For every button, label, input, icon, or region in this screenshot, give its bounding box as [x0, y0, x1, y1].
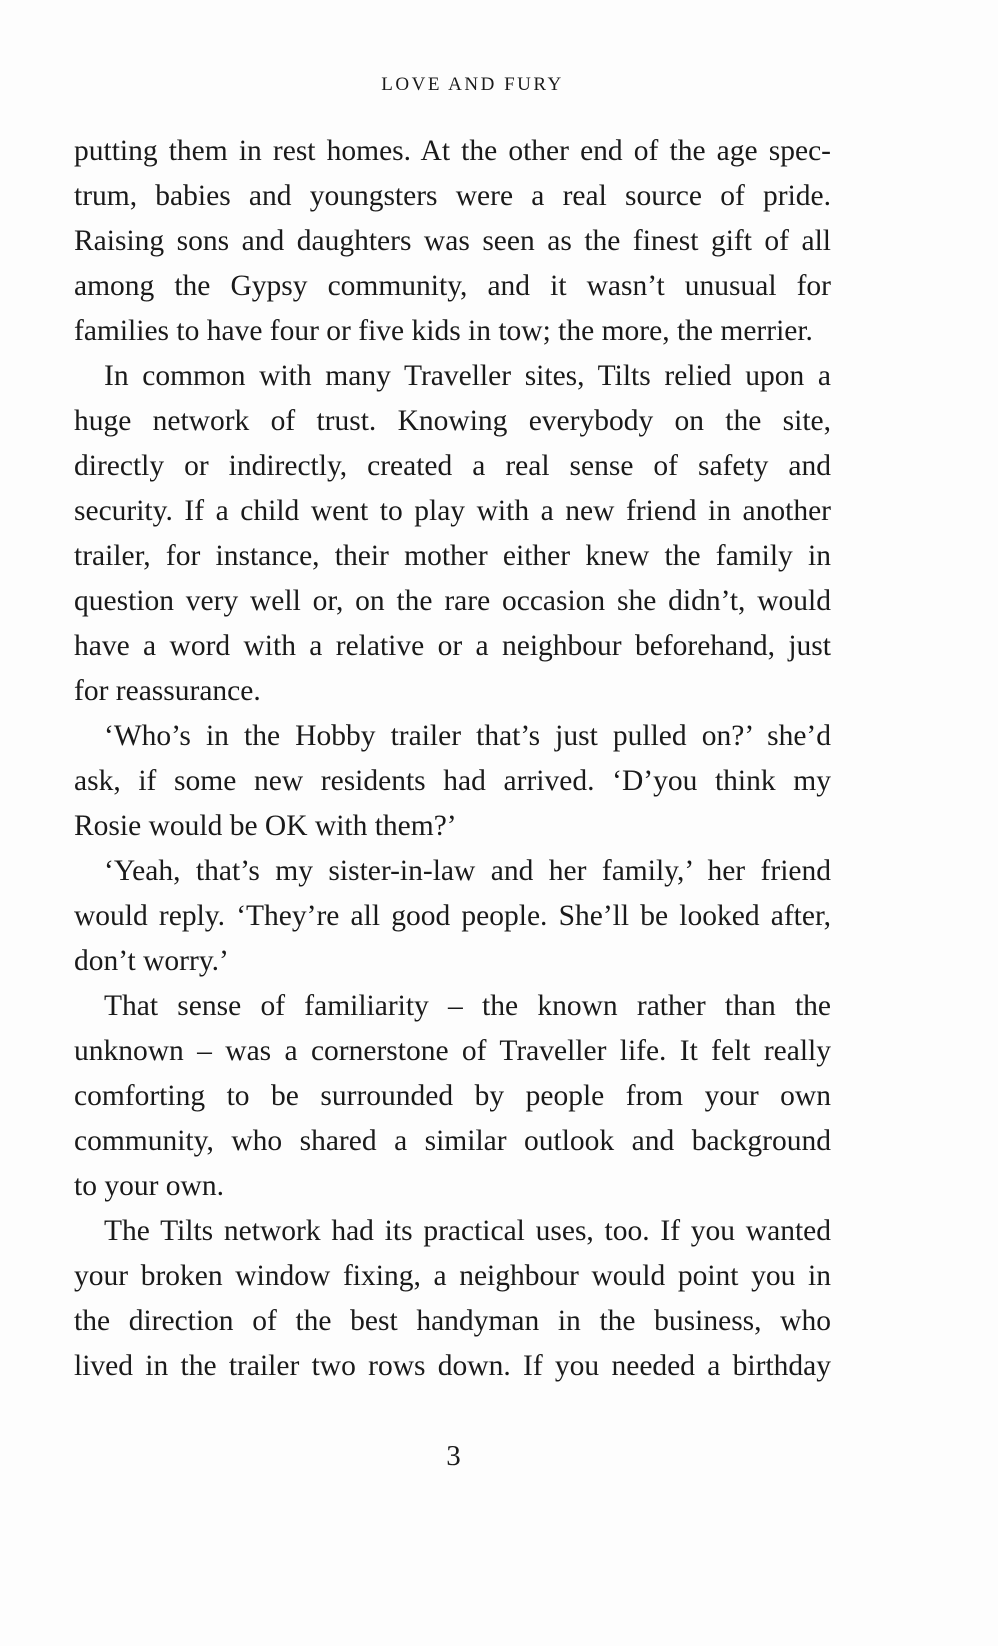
text-line: lived in the trailer two rows down. If you needed a birthday: [74, 1350, 831, 1382]
text-line: Raising sons and daughters was seen as the finest gift of all: [74, 225, 831, 257]
text-line: community, who shared a similar outlook and background: [74, 1125, 831, 1157]
text-line: question very well or, on the rare occasion she didn’t, would: [74, 585, 831, 617]
text-line: ask, if some new residents had arrived. ‘D’you think my: [74, 765, 831, 797]
text-line: to your own.: [74, 1170, 224, 1202]
text-line: your broken window fixing, a neighbour would point you in: [74, 1260, 831, 1292]
text-line: huge network of trust. Knowing everybody on the site,: [74, 405, 831, 437]
text-line: Rosie would be OK with them?’: [74, 810, 457, 842]
text-line: don’t worry.’: [74, 945, 229, 977]
text-line: putting them in rest homes. At the other end of the age spec-: [74, 135, 831, 167]
text-line: unknown – was a cornerstone of Traveller life. It felt really: [74, 1035, 831, 1067]
text-line: security. If a child went to play with a new friend in another: [74, 495, 831, 527]
text-line: comforting to be surrounded by people from your own: [74, 1080, 831, 1112]
text-line: directly or indirectly, created a real sense of safety and: [74, 450, 831, 482]
text-line: for reassurance.: [74, 675, 261, 707]
text-line: families to have four or five kids in tow; the more, the merrier.: [74, 315, 813, 347]
text-line: have a word with a relative or a neighbour beforehand, just: [74, 630, 831, 662]
text-line: would reply. ‘They’re all good people. She’ll be looked after,: [74, 900, 831, 932]
running-head: LOVE AND FURY: [381, 74, 564, 95]
text-line: the direction of the best handyman in the business, who: [74, 1305, 831, 1337]
text-line: among the Gypsy community, and it wasn’t unusual for: [74, 270, 831, 302]
page-number: 3: [446, 1440, 461, 1472]
text-line: The Tilts network had its practical uses, too. If you wanted: [104, 1215, 831, 1247]
text-line: trailer, for instance, their mother either knew the family in: [74, 540, 831, 572]
text-line: ‘Who’s in the Hobby trailer that’s just pulled on?’ she’d: [104, 720, 831, 752]
text-line: That sense of familiarity – the known rather than the: [104, 990, 831, 1022]
text-line: In common with many Traveller sites, Tilts relied upon a: [104, 360, 831, 392]
body-text: [74, 129, 831, 1389]
text-line: trum, babies and youngsters were a real source of pride.: [74, 180, 831, 212]
text-line: ‘Yeah, that’s my sister-in-law and her family,’ her friend: [104, 855, 831, 887]
